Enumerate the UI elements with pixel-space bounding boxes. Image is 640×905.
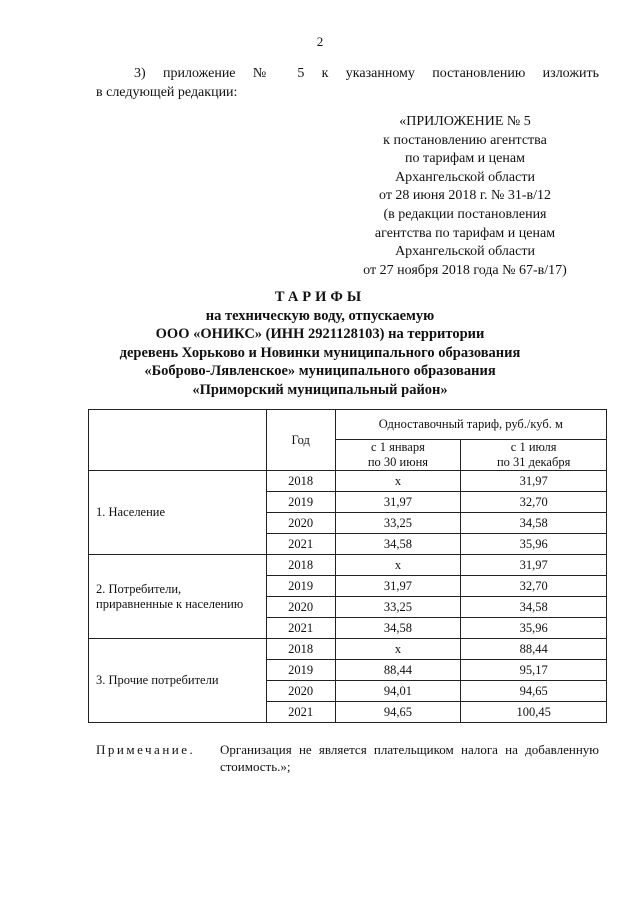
tariff-h2-cell: 100,45	[461, 702, 607, 723]
year-cell: 2019	[266, 576, 335, 597]
consumer-group	[89, 471, 267, 555]
appendix-line: по тарифам и ценам	[405, 151, 525, 167]
year-cell: 2021	[266, 702, 335, 723]
tariff-h1-cell: 34,58	[335, 618, 461, 639]
tariff-h1-cell: 31,97	[335, 492, 461, 513]
item-text-1: приложение № 5 к указанному постановлению изложить	[163, 66, 599, 81]
year-cell: 2021	[266, 618, 335, 639]
tariff-h2-cell: 95,17	[461, 660, 607, 681]
note-text-1: Организация не является плательщиком налога на добавленную	[220, 742, 599, 757]
document-title	[0, 288, 640, 399]
tariff-h2-cell: 34,58	[461, 513, 607, 534]
title-line: деревень Хорьково и Новинки муниципального образования	[119, 344, 521, 361]
year-cell: 2018	[266, 471, 335, 492]
title-heading: ТАРИФЫ	[274, 289, 366, 305]
title-line: ООО «ОНИКС» (ИНН 2921128103) на территории	[155, 326, 485, 342]
appendix-line: от 28 июня 2018 г. № 31-в/12	[379, 188, 551, 204]
appendix-line: «ПРИЛОЖЕНИЕ № 5	[399, 114, 531, 129]
appendix-line: от 27 ноября 2018 года № 67-в/17)	[363, 262, 567, 278]
amendment-item	[96, 64, 599, 102]
year-cell: 2020	[266, 681, 335, 702]
tariff-h1-cell: 34,58	[335, 534, 461, 555]
tariff-h1-cell: х	[335, 555, 461, 576]
table-row	[89, 639, 607, 660]
consumer-group	[89, 555, 267, 639]
year-cell: 2020	[266, 513, 335, 534]
tariff-h1-cell: х	[335, 471, 461, 492]
table-row	[89, 471, 607, 492]
appendix-line: к постановлению агентства	[383, 132, 547, 148]
tariff-h1-cell: 94,65	[335, 702, 461, 723]
tariff-h1-cell: 33,25	[335, 513, 461, 534]
tariff-table	[88, 409, 607, 723]
tariff-h2-cell: 94,65	[461, 681, 607, 702]
note-label: Примечание.	[96, 742, 196, 757]
group-header-cell	[89, 410, 267, 471]
year-cell: 2021	[266, 534, 335, 555]
tariff-h1-cell: 94,01	[335, 681, 461, 702]
period1-header: с 1 января по 30 июня	[335, 440, 461, 471]
year-cell: 2019	[266, 492, 335, 513]
tariff-h2-cell: 32,70	[461, 492, 607, 513]
note	[96, 741, 599, 775]
consumer-group-label: 1. Население	[96, 505, 166, 519]
note-line-1	[96, 741, 599, 758]
appendix-line: Архангельской области	[395, 169, 535, 185]
tariff-h2-cell: 31,97	[461, 471, 607, 492]
amendment-line-1	[96, 64, 599, 83]
tariff-h2-cell: 31,97	[461, 555, 607, 576]
year-header: Год	[266, 410, 335, 471]
appendix-header	[330, 113, 600, 280]
tariff-h2-cell: 35,96	[461, 534, 607, 555]
year-cell: 2018	[266, 639, 335, 660]
tariff-h2-cell: 32,70	[461, 576, 607, 597]
tariff-h2-cell: 34,58	[461, 597, 607, 618]
tariff-h2-cell: 88,44	[461, 639, 607, 660]
year-cell: 2020	[266, 597, 335, 618]
appendix-line: агентства по тарифам и ценам	[374, 225, 556, 241]
table-row	[89, 555, 607, 576]
item-text-2: в следующей редакции:	[96, 85, 238, 100]
tariff-h1-cell: 88,44	[335, 660, 461, 681]
year-cell: 2019	[266, 660, 335, 681]
period2-header: с 1 июля по 31 декабря	[461, 440, 607, 471]
tariff-h2-cell: 35,96	[461, 618, 607, 639]
appendix-line: Архангельской области	[395, 244, 535, 260]
note-text-2: стоимость.»;	[220, 759, 291, 774]
page-number: 2	[316, 34, 324, 49]
consumer-group	[89, 639, 267, 723]
item-number: 3)	[134, 66, 146, 81]
title-lines	[0, 307, 640, 400]
consumer-group-label: приравненные к населению	[96, 596, 244, 611]
tariff-h1-cell: 33,25	[335, 597, 461, 618]
title-line: на техническую воду, отпускаемую	[205, 307, 435, 324]
tariff-h1-cell: 31,97	[335, 576, 461, 597]
title-line: «Приморский муниципальный район»	[192, 381, 448, 398]
appendix-line: (в редакции постановления	[383, 206, 547, 222]
tariff-h1-cell: х	[335, 639, 461, 660]
consumer-group-label: 2. Потребители,	[96, 581, 182, 596]
consumer-group-label: 3. Прочие потребители	[96, 673, 219, 687]
year-cell: 2018	[266, 555, 335, 576]
title-line: «Боброво-Лявленское» муниципального образования	[144, 363, 496, 379]
tariff-header: Одноставочный тариф, руб./куб. м	[335, 410, 606, 440]
